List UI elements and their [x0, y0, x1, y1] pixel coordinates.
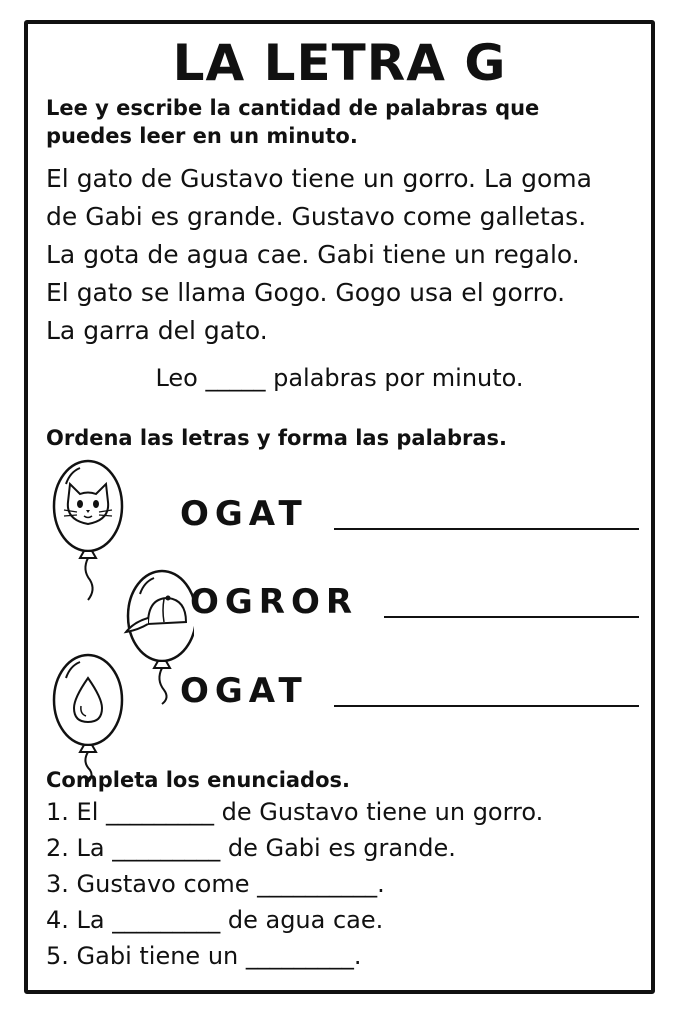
balloon-drop	[54, 655, 122, 782]
scrambled-word-1: OGAT	[180, 494, 308, 534]
sentence-item[interactable]: 1. El _________ de Gustavo tiene un gorro.	[46, 798, 544, 826]
sentence-item[interactable]: 5. Gabi tiene un _________.	[46, 942, 362, 970]
reading-line: El gato se llama Gogo. Gogo usa el gorro.	[46, 278, 566, 307]
answer-line-2[interactable]	[384, 616, 639, 618]
balloons-illustration	[44, 454, 194, 784]
sentences-list	[46, 794, 646, 974]
words-per-minute-line[interactable]: Leo _____ palabras por minuto.	[155, 364, 524, 392]
scrambled-word-2: OGROR	[190, 582, 359, 622]
complete-instruction: Completa los enunciados.	[46, 768, 350, 792]
reading-passage	[46, 160, 646, 350]
order-instruction: Ordena las letras y forma las palabras.	[46, 426, 507, 450]
worksheet	[24, 20, 655, 994]
sentence-item[interactable]: 2. La _________ de Gabi es grande.	[46, 834, 456, 862]
reading-instruction	[46, 94, 636, 150]
balloon-cat	[54, 461, 122, 600]
reading-line: El gato de Gustavo tiene un gorro. La goma	[46, 164, 592, 193]
answer-line-1[interactable]	[334, 528, 639, 530]
reading-instruction-line: Lee y escribe la cantidad de palabras que	[46, 96, 540, 120]
page-title: LA LETRA G	[172, 34, 507, 92]
sentence-item[interactable]: 3. Gustavo come __________.	[46, 870, 385, 898]
sentence-item[interactable]: 4. La _________ de agua cae.	[46, 906, 384, 934]
reading-instruction-line: puedes leer en un minuto.	[46, 124, 358, 148]
scrambled-word-3: OGAT	[180, 671, 308, 711]
reading-line: La gota de agua cae. Gabi tiene un regalo.	[46, 240, 580, 269]
answer-line-3[interactable]	[334, 705, 639, 707]
reading-line: La garra del gato.	[46, 316, 268, 345]
reading-line: de Gabi es grande. Gustavo come galletas.	[46, 202, 587, 231]
